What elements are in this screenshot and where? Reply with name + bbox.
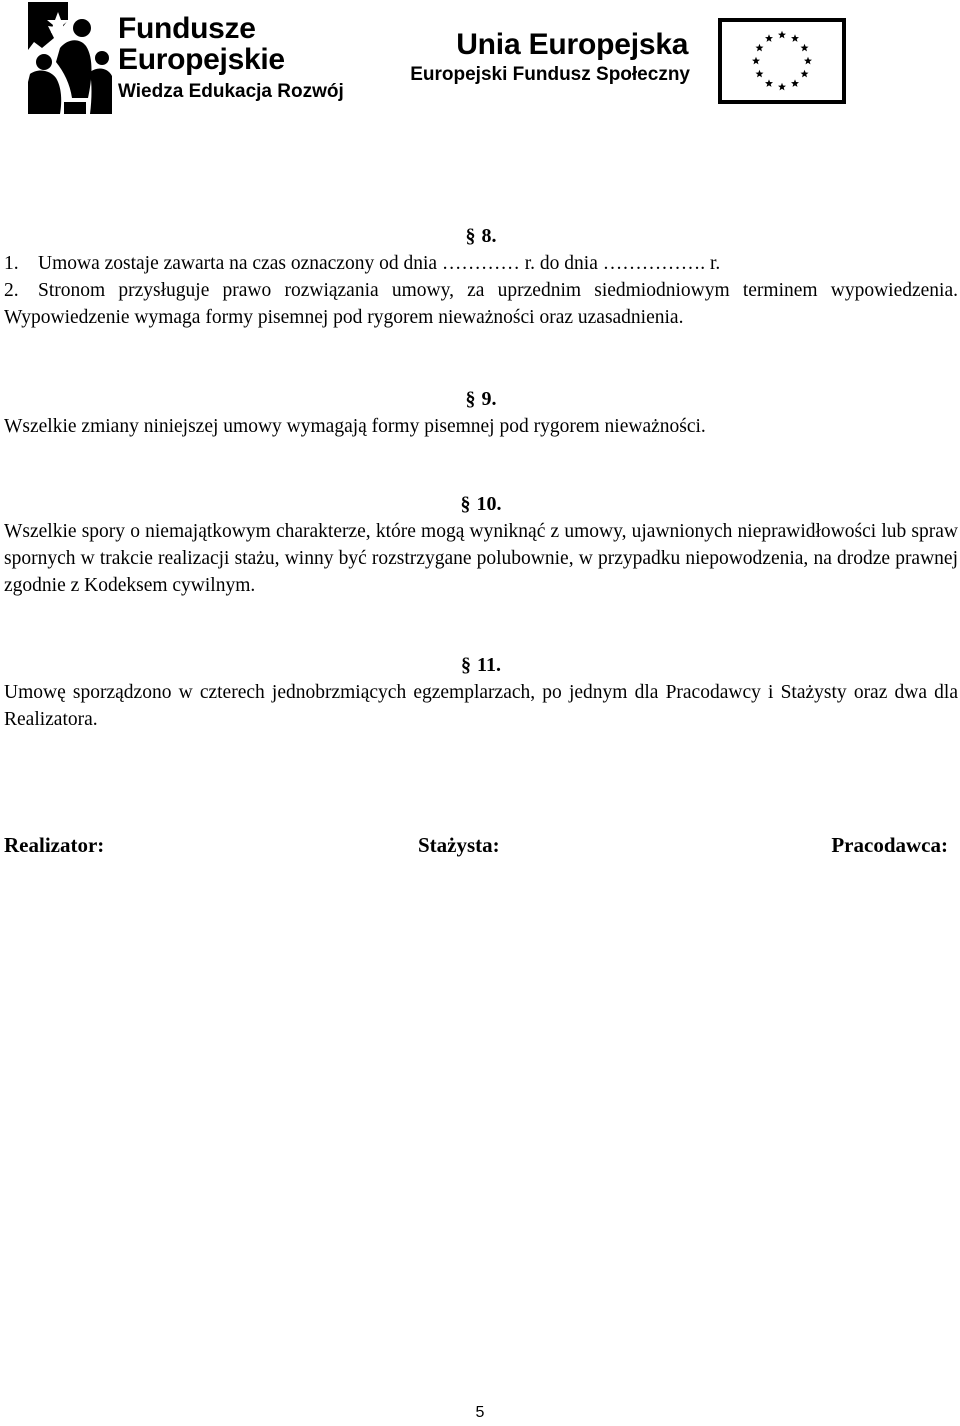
signature-stazysta: Stażysta: [418,833,500,857]
section-number: 10. [476,493,502,515]
page-number: 5 [475,1404,485,1421]
section-9-text: Wszelkie zmiany niniejszej umowy wymagają formy pisemnej pod rygorem nieważności. [4,416,706,437]
fundusze-europejskie-logo-icon [24,2,114,114]
section-sign: § [460,493,471,515]
section-number: 11. [477,654,501,676]
section-sign: § [465,388,476,410]
section-11-text: Umowę sporządzono w czterech jednobrzmiących egzemplarzach, po jednym dla Pracodawcy i Stażysty oraz dwa dla Realizatora. [4,682,958,730]
signature-realizator: Realizator: [4,833,105,857]
list-item-number: 1. [4,253,19,274]
ue-line-1: Unia Europejska [456,28,689,61]
section-8-heading [4,222,958,250]
list-item-number: 2. [4,280,19,301]
page-header [0,0,960,120]
fundusze-europejskie-wordmark [118,14,344,106]
section-sign: § [465,225,476,247]
section-sign: § [461,654,472,676]
signature-row [4,833,948,863]
section-9-heading [4,385,958,413]
list-item [4,277,958,331]
logo-line-3: Wiedza Edukacja Rozwój [118,81,344,102]
unia-europejska-wordmark [410,28,690,88]
document-body [4,222,958,733]
section-number: 9. [481,388,497,410]
section-number: 8. [481,225,497,247]
logo-line-1: Fundusze [118,12,256,45]
section-8-list [4,250,958,331]
signature-pracodawca: Pracodawca: [831,833,948,857]
section-10-heading [4,490,958,518]
logo-line-2: Europejskie [118,43,285,76]
list-item [4,250,958,277]
ue-line-2: Europejski Fundusz Społeczny [410,64,690,85]
section-10-text: Wszelkie spory o niemajątkowym charakterze, które mogą wyniknąć z umowy, ujawnionych nieprawidłowości lub spraw spornych w trakcie realizacji stażu, winny być rozstrzygane polubownie, w przypadku niepowodzenia, na drodze prawnej zgodnie z Kodeksem cywilnym. [4,521,958,596]
list-item-text: Umowa zostaje zawarta na czas oznaczony od dnia ………… r. do dnia ……………. r. [38,253,721,274]
list-item-text: Stronom przysługuje prawo rozwiązania umowy, za uprzednim siedmiodniowym terminem wypowiedzenia. Wypowiedzenie wymaga formy pisemnej pod rygorem nieważności oraz uzasadnienia. [4,280,958,328]
section-11-heading [4,651,958,679]
eu-flag-icon [718,18,846,104]
